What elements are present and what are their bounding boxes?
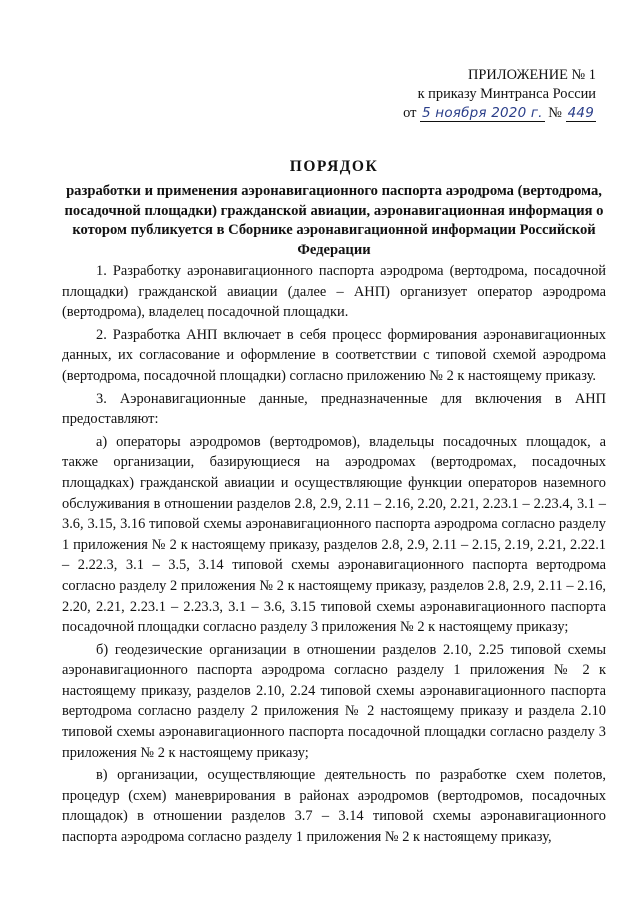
handwritten-number: 449 xyxy=(567,105,594,121)
paragraph-3: 3. Аэронавигационные данные, предназначенные для включения в АНП предоставляют: xyxy=(62,390,606,428)
number-prefix: № xyxy=(548,105,563,121)
paragraph-2: 2. Разработка АНП включает в себя процесс формирования аэронавигационных данных, их согласование и оформление в соответствии с типовой схемой аэродрома (вертодрома, посадочной площадки) согласно приложению № 2 к настоящему приказу. xyxy=(62,326,606,384)
document-title xyxy=(62,158,606,260)
paragraph-1: 1. Разработку аэронавигационного паспорта аэродрома (вертодрома, посадочной площадки) гражданской авиации (далее – АНП) организует оператор аэродрома (вертодрома), владелец посадочной площадки. xyxy=(62,263,606,321)
paragraph-3a: а) операторы аэродромов (вертодромов), владельцы посадочных площадок, а также организации, базирующиеся на аэродромах (вертодромах, посадочных площадках) гражданской авиации и осуществляющие функции операторов наземного обслуживания в отношении разделов 2.8, 2.9, 2.11 – 2.16, 2.20, 2.21, 2.23.1 – 2.23.4, 3.1 – 3.6, 3.15, 3.16 типовой схемы аэронавигационного паспорта аэродрома согласно разделу 1 приложения № 2 к настоящему приказу, разделов 2.8, 2.9, 2.11 – 2.15, 2.19, 2.21, 2.22.1 – 2.22.3, 3.1 – 3.5, 3.14 типовой схемы аэронавигационного паспорта вертодрома согласно разделу 2 приложения № 2 к настоящему приказу, разделов 2.8, 2.9, 2.11 – 2.16, 2.20, 2.21, 2.23.1 – 2.23.3, 3.1 – 3.6, 3.15 типовой схемы аэронавигационного паспорта посадочной площадки согласно разделу 3 приложения № 2 к настоящему приказу; xyxy=(62,433,606,636)
appendix-order-ref: к приказу Минтранса России xyxy=(417,86,596,102)
title-subtitle: разработки и применения аэронавигационного паспорта аэродрома (вертодрома, посадочной площадки) гражданской авиации, аэронавигационная информация о котором публикуется в Сборнике аэронавигационной информации Российской Федерации xyxy=(64,183,604,258)
document-body xyxy=(62,261,606,848)
appendix-date-line xyxy=(403,104,596,123)
appendix-label: ПРИЛОЖЕНИЕ № 1 xyxy=(468,67,596,83)
date-prefix: от xyxy=(403,105,417,121)
handwritten-date: 5 ноября 2020 г. xyxy=(422,105,543,121)
title-main: ПОРЯДОК xyxy=(289,158,379,175)
appendix-header xyxy=(403,66,596,123)
paragraph-3c: в) организации, осуществляющие деятельность по разработке схем полетов, процедур (схем) маневрирования в районах аэродромов (вертодромов, посадочных площадок) в отношении разделов 3.7 – 3.14 типовой схемы аэронавигационного паспорта аэродрома согласно разделу 1 приложения № 2 к настоящему приказу, xyxy=(62,767,606,846)
paragraph-3b: б) геодезические организации в отношении разделов 2.10, 2.25 типовой схемы аэронавигационного паспорта аэродрома согласно разделу 1 приложения № 2 к настоящему приказу, разделов 2.10, 2.24 типовой схемы аэронавигационного паспорта вертодрома согласно разделу 2 приложения № 2 настоящему приказу и раздела 2.10 типовой схемы аэронавигационного паспорта посадочной площадки согласно разделу 3 приложения № 2 к настоящему приказу; xyxy=(62,641,606,761)
